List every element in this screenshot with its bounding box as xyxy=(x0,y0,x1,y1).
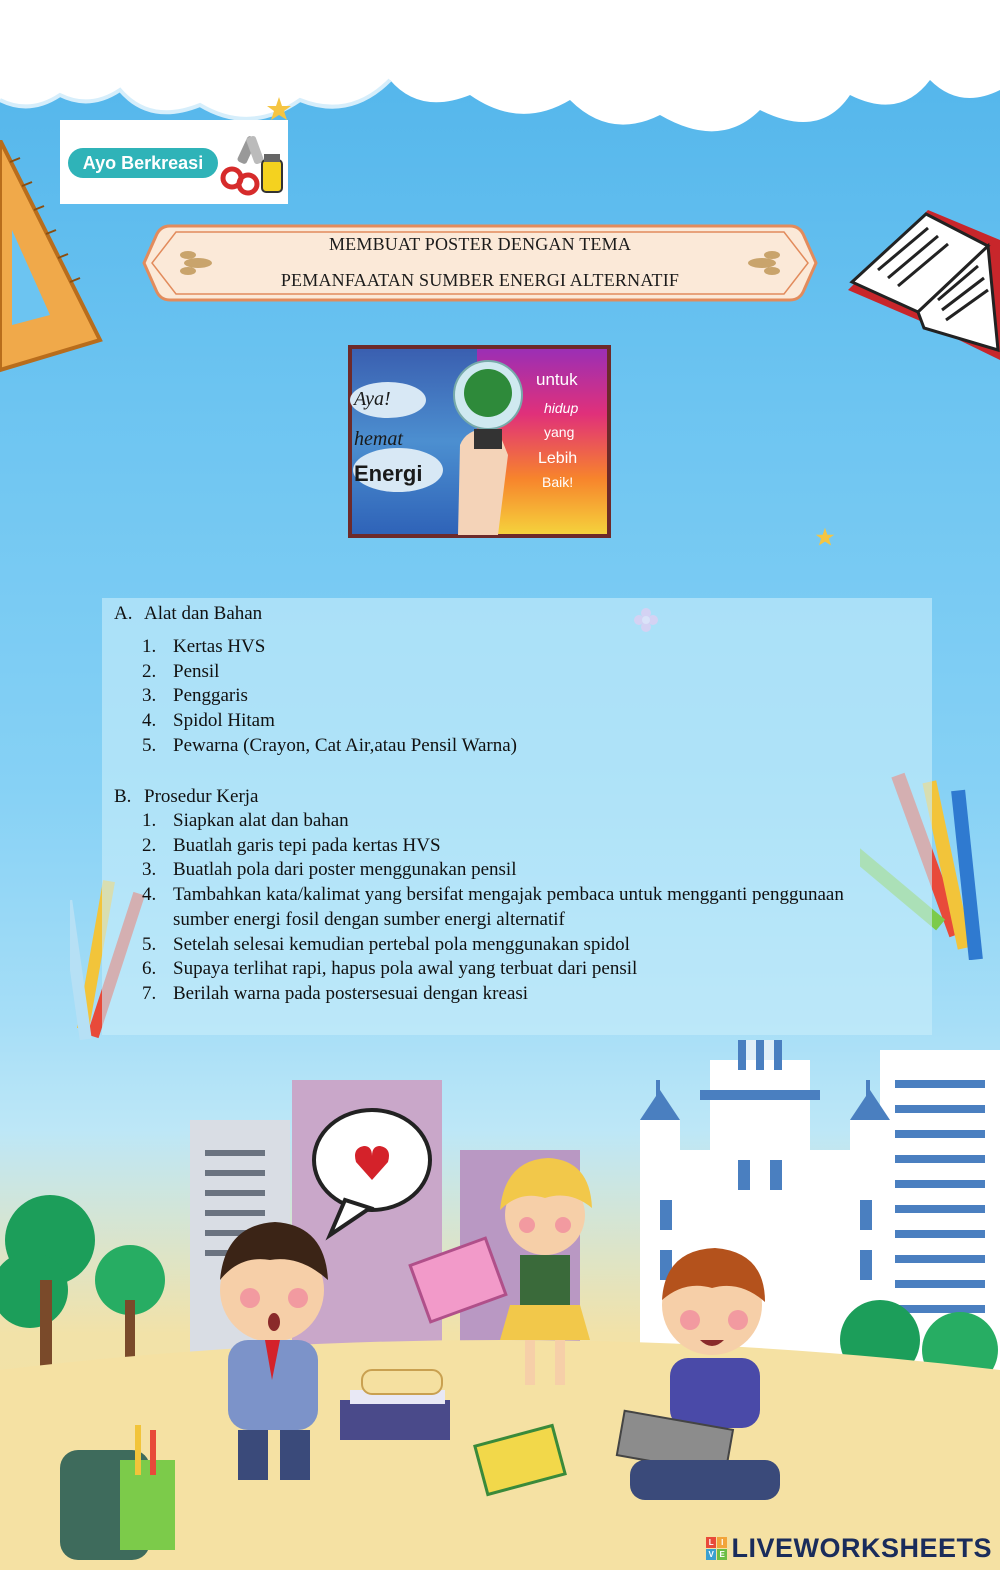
kids-city-illustration xyxy=(0,1040,1000,1570)
open-book-icon xyxy=(838,200,1000,370)
list-item: 6. Supaya terlihat rapi, hapus pola awal yang terbuat dari pensil xyxy=(142,958,638,980)
svg-text:hidup: hidup xyxy=(544,400,579,416)
list-item: 1. Siapkan alat dan bahan xyxy=(142,810,349,831)
liveworksheets-logo-icon: L I V E xyxy=(706,1537,727,1560)
liveworksheets-watermark xyxy=(706,1533,992,1564)
star-icon xyxy=(266,96,292,122)
poster-text-aya: Aya! xyxy=(354,388,391,410)
list-item: 3. Buatlah pola dari poster menggunakan pensil xyxy=(142,859,517,881)
list-item: 5. Setelah selesai kemudian pertebal pola menggunakan spidol xyxy=(142,933,630,955)
list-item: 4. Spidol Hitam xyxy=(142,710,275,732)
list-item: 2. Buatlah garis tepi pada kertas HVS xyxy=(142,834,441,856)
poster-text-energi: Energi xyxy=(354,461,423,486)
procedure-list xyxy=(142,809,902,1007)
section-a-title: Alat dan Bahan xyxy=(144,603,263,624)
ayo-berkreasi-badge xyxy=(60,120,288,204)
poster-text-hemat: hemat xyxy=(354,428,403,450)
svg-text:Baik!: Baik! xyxy=(542,474,574,490)
section-b-heading xyxy=(114,784,259,809)
list-item: 1. Kertas HVS xyxy=(142,636,266,657)
banner-line-1: MEMBUAT POSTER DENGAN TEMA xyxy=(328,234,632,254)
list-item: 3. Penggaris xyxy=(142,685,248,707)
svg-text:yang: yang xyxy=(544,424,575,440)
section-b-title: Prosedur Kerja xyxy=(144,786,259,807)
section-b-letter: B. xyxy=(114,786,132,807)
instructions-panel xyxy=(102,598,932,1035)
banner-title xyxy=(140,226,820,298)
list-item: 5. Pewarna (Crayon, Cat Air,atau Pensil Warna) xyxy=(142,734,518,756)
section-a-letter: A. xyxy=(114,603,133,624)
svg-text:Lebih: Lebih xyxy=(538,450,578,467)
scissors-paint-icon xyxy=(210,126,284,200)
svg-text:untuk: untuk xyxy=(536,370,578,389)
banner-line-2: PEMANFAATAN SUMBER ENERGI ALTERNATIF xyxy=(280,270,680,290)
watermark-text: LIVEWORKSHEETS xyxy=(731,1533,992,1563)
section-a-heading xyxy=(114,601,262,626)
small-star-icon xyxy=(815,527,835,547)
list-item: 4. Tambahkan kata/kalimat yang bersifat mengajak pembaca untuk mengganti penggunaan sumber energi fosil dengan sumber energi alternatif xyxy=(142,884,844,930)
materials-list xyxy=(142,635,902,759)
list-item: 2. Pensil xyxy=(142,660,220,682)
badge-label: Ayo Berkreasi xyxy=(68,148,218,178)
list-item: 7. Berilah warna pada postersesuai dengan kreasi xyxy=(142,982,529,1004)
energy-poster-image xyxy=(348,345,611,538)
